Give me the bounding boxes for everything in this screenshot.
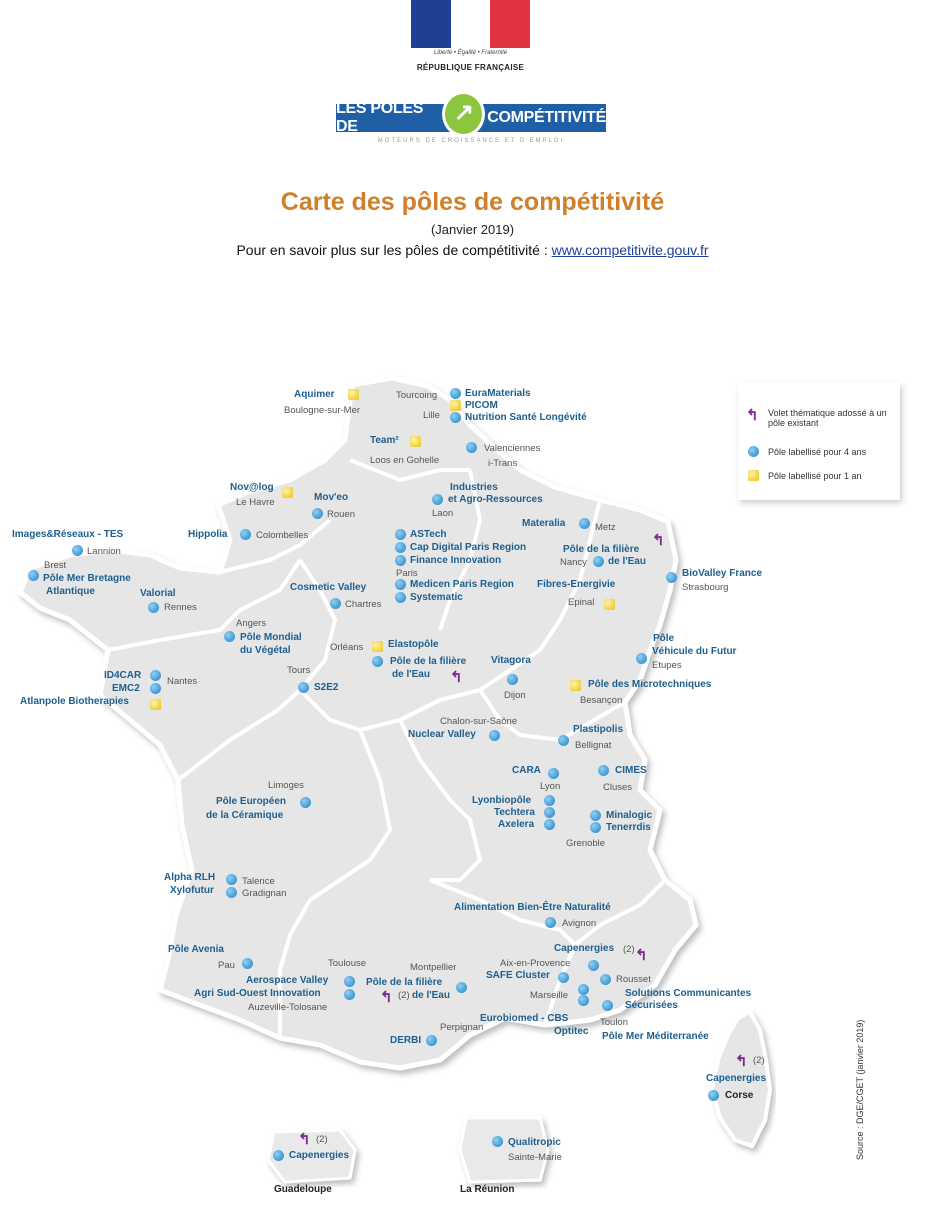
volet-arrow-icon: ↰: [746, 407, 759, 424]
blue-pole-icon: [544, 795, 555, 806]
pole-label: de l'Eau: [392, 669, 430, 680]
logo-left-text: LES PÔLES DE: [336, 100, 424, 135]
blue-pole-icon: [395, 579, 406, 590]
pole-label: Plastipolis: [573, 724, 624, 735]
volet-arrow-icon: ↰: [298, 1131, 311, 1148]
pole-label: de la Céramique: [206, 810, 284, 821]
yellow-pole-icon: [604, 599, 615, 610]
blue-pole-icon: [148, 602, 159, 613]
map-legend: [738, 382, 900, 500]
pole-label: PICOM: [465, 400, 498, 411]
blue-pole-icon: [492, 1136, 503, 1147]
pole-label: Finance Innovation: [410, 555, 502, 566]
pole-label: Mov'eo: [314, 492, 349, 503]
city-label: Limoges: [268, 780, 304, 791]
pole-label: DERBI: [390, 1035, 422, 1046]
city-label: Cluses: [603, 782, 633, 793]
info-text: Pour en savoir plus sur les pôles de compétitivité :: [236, 242, 552, 258]
city-label: Colombelles: [256, 530, 309, 541]
pole-label: Images&Réseaux - TES: [12, 529, 124, 540]
pole-label: Qualitropic: [508, 1137, 561, 1148]
city-label: (2): [316, 1134, 328, 1145]
legend-one-year: Pôle labellisé pour 1 an: [768, 471, 862, 481]
city-label: Chartres: [345, 599, 382, 610]
blue-pole-icon: [558, 972, 569, 983]
blue-pole-icon: [224, 631, 235, 642]
guadeloupe-label: Guadeloupe: [274, 1184, 332, 1195]
pole-label: Lyonbiopôle: [472, 795, 532, 806]
city-label: Toulouse: [328, 958, 367, 969]
pole-label: Pôle Mer Bretagne: [43, 573, 131, 584]
city-label: Sainte-Marie: [508, 1152, 562, 1163]
volet-arrow-icon: ↰: [380, 989, 393, 1006]
blue-pole-icon: [578, 984, 589, 995]
pole-label: Axelera: [498, 819, 535, 830]
logo-right-text: COMPÉTITIVITÉ: [487, 109, 606, 126]
french-flag: [411, 0, 530, 48]
blue-pole-icon: [273, 1150, 284, 1161]
city-label: Rouen: [327, 509, 355, 520]
blue-pole-icon: [666, 572, 677, 583]
city-label: Bellignat: [575, 740, 612, 751]
blue-pole-icon: [150, 670, 161, 681]
logo-tagline: MOTEURS DE CROISSANCE ET D'EMPLOI: [377, 138, 565, 144]
corse-label: Corse: [725, 1090, 754, 1101]
blue-pole-icon: [226, 887, 237, 898]
map-date: (Janvier 2019): [430, 222, 515, 237]
city-label: Lannion: [87, 546, 121, 557]
pole-label: Pôle Mondial: [240, 632, 302, 643]
city-label: Boulogne-sur-Mer: [284, 405, 361, 416]
blue-pole-icon: [344, 976, 355, 987]
city-label: Tourcoing: [396, 390, 438, 401]
city-label: Toulon: [600, 1017, 628, 1028]
blue-pole-icon: [489, 730, 500, 741]
pole-label: Systematic: [410, 592, 463, 603]
pole-label: ASTech: [410, 529, 447, 540]
blue-pole-icon: [344, 989, 355, 1000]
pole-label: Sécurisées: [625, 1000, 678, 1011]
blue-pole-icon: [590, 822, 601, 833]
pole-label: Medicen Paris Region: [410, 579, 514, 590]
city-label: Chalon-sur-Saône: [440, 716, 518, 727]
city-label: Brest: [44, 560, 67, 571]
city-label: Rousset: [616, 974, 651, 985]
blue-pole-icon: [432, 494, 443, 505]
city-label: Gradignan: [242, 888, 287, 899]
blue-pole-icon: [330, 598, 341, 609]
city-label: Avignon: [562, 918, 597, 929]
city-label: Aix-en-Provence: [500, 958, 571, 969]
pole-label: BioValley France: [682, 568, 763, 579]
pole-label: EuraMaterials: [465, 388, 531, 399]
blue-pole-icon: [544, 807, 555, 818]
blue-pole-icon: [578, 995, 589, 1006]
blue-pole-icon: [593, 556, 604, 567]
pole-label: Elastopôle: [388, 639, 439, 650]
blue-pole-icon: [395, 555, 406, 566]
source-note: Source : DGE/CGET (janvier 2019): [855, 1019, 865, 1160]
pole-label: Atlanpole Biotherapies: [20, 696, 129, 707]
pole-label: CARA: [512, 765, 541, 776]
info-line: [0, 242, 945, 258]
yellow-pole-icon: [748, 470, 759, 481]
blue-pole-icon: [579, 518, 590, 529]
pole-label: EMC2: [112, 683, 140, 694]
blue-pole-icon: [450, 412, 461, 423]
city-label: Strasbourg: [682, 582, 729, 593]
blue-pole-icon: [545, 917, 556, 928]
volet-arrow-icon: ↰: [652, 532, 665, 549]
city-label: i-Trans: [488, 458, 518, 469]
city-label: Besançon: [580, 695, 623, 706]
page-title: Carte des pôles de compétitivité: [280, 188, 665, 216]
pole-label: Team²: [370, 435, 399, 446]
blue-pole-icon: [242, 958, 253, 969]
pole-label: Hippolia: [188, 529, 228, 540]
poles-logo: [336, 99, 606, 135]
city-label: Paris: [396, 568, 418, 579]
city-label: (2): [398, 990, 410, 1001]
pole-label: SAFE Cluster: [486, 970, 550, 981]
blue-pole-icon: [150, 683, 161, 694]
yellow-pole-icon: [410, 436, 421, 447]
pole-label: Pôle des Microtechniques: [588, 679, 712, 690]
pole-label: de l'Eau: [412, 990, 450, 1001]
blue-pole-icon: [395, 529, 406, 540]
blue-pole-icon: [298, 682, 309, 693]
pole-label: Cap Digital Paris Region: [410, 542, 527, 553]
blue-pole-icon: [426, 1035, 437, 1046]
blue-pole-icon: [588, 960, 599, 971]
pole-label: Pôle Européen: [216, 796, 287, 807]
pole-label: Alpha RLH: [164, 872, 216, 883]
legend-four-years: Pôle labellisé pour 4 ans: [768, 447, 867, 457]
blue-pole-icon: [507, 674, 518, 685]
blue-pole-icon: [450, 388, 461, 399]
pole-label: de l'Eau: [608, 556, 646, 567]
city-label: (2): [753, 1055, 765, 1066]
pole-label: Nutrition Santé Longévité: [465, 412, 587, 423]
pole-label: ID4CAR: [104, 670, 142, 681]
blue-pole-icon: [600, 974, 611, 985]
blue-pole-icon: [748, 446, 759, 457]
pole-label: S2E2: [314, 682, 339, 693]
city-label: Auzeville-Tolosane: [248, 1002, 328, 1013]
city-label: Valenciennes: [484, 443, 541, 454]
republic-motto: Liberté • Égalité • Fraternité: [433, 50, 508, 56]
pole-label: Optitec: [554, 1026, 589, 1037]
volet-arrow-icon: ↰: [450, 669, 463, 686]
blue-pole-icon: [548, 768, 559, 779]
city-label: (2): [623, 944, 635, 955]
city-label: Montpellier: [410, 962, 457, 973]
pole-label: Pôle: [653, 633, 675, 644]
pole-label: Tenerrdis: [606, 822, 651, 833]
pole-label: Alimentation Bien-Être Naturalité: [454, 902, 611, 913]
reunion-inset-shape: [460, 1118, 548, 1182]
pole-label: Pôle de la filière: [366, 977, 443, 988]
pole-label: Pôle de la filière: [563, 544, 640, 555]
blue-pole-icon: [312, 508, 323, 519]
blue-pole-icon: [558, 735, 569, 746]
city-label: Pau: [218, 960, 235, 971]
pole-label: Véhicule du Futur: [652, 646, 737, 657]
blue-pole-icon: [602, 1000, 613, 1011]
blue-pole-icon: [226, 874, 237, 885]
pole-label: Minalogic: [606, 810, 653, 821]
city-label: Nantes: [167, 676, 198, 687]
pole-label: Materalia: [522, 518, 566, 529]
pole-label: Xylofutur: [170, 885, 214, 896]
pole-label: Aquimer: [294, 389, 335, 400]
pole-label: Fibres-Energivie: [537, 579, 616, 590]
pole-label: Nov@log: [230, 482, 274, 493]
yellow-pole-icon: [282, 487, 293, 498]
city-label: Metz: [595, 522, 616, 533]
blue-pole-icon: [708, 1090, 719, 1101]
blue-pole-icon: [456, 982, 467, 993]
city-label: Laon: [432, 508, 454, 519]
republic-label: RÉPUBLIQUE FRANÇAISE: [416, 63, 525, 72]
city-label: Grenoble: [566, 838, 606, 849]
pole-label: Capenergies: [706, 1073, 767, 1084]
pole-label: Agri Sud-Ouest Innovation: [194, 988, 321, 999]
city-label: Talence: [242, 876, 275, 887]
pole-label: Solutions Communicantes: [625, 988, 752, 999]
pole-label: du Végétal: [240, 645, 291, 656]
pole-label: Capenergies: [289, 1150, 350, 1161]
pole-label: Valorial: [140, 588, 176, 599]
pole-label: Aerospace Valley: [246, 975, 329, 986]
blue-pole-icon: [240, 529, 251, 540]
pole-label: Techtera: [494, 807, 535, 818]
pole-label: CIMES: [615, 765, 647, 776]
pole-label: Nuclear Valley: [408, 729, 476, 740]
legend-volet: Volet thématique adossé à un pôle existant: [768, 408, 887, 428]
pole-label: Cosmetic Valley: [290, 582, 367, 593]
blue-pole-icon: [395, 592, 406, 603]
city-label: Nancy: [560, 557, 587, 568]
blue-pole-icon: [636, 653, 647, 664]
volet-arrow-icon: ↰: [735, 1053, 748, 1070]
pole-label: Pôle Mer Méditerranée: [602, 1031, 709, 1042]
pole-label: Vitagora: [491, 655, 531, 666]
blue-pole-icon: [372, 656, 383, 667]
city-label: Tours: [287, 665, 311, 676]
reunion-label: La Réunion: [460, 1184, 515, 1195]
city-label: Lille: [423, 410, 440, 421]
blue-pole-icon: [466, 442, 477, 453]
volet-arrow-icon: ↰: [635, 947, 648, 964]
city-label: Etupes: [652, 660, 682, 671]
blue-pole-icon: [395, 542, 406, 553]
yellow-pole-icon: [450, 400, 461, 411]
city-label: Rennes: [164, 602, 197, 613]
blue-pole-icon: [544, 819, 555, 830]
yellow-pole-icon: [348, 389, 359, 400]
pole-label: Atlantique: [46, 586, 95, 597]
yellow-pole-icon: [372, 641, 383, 652]
pole-label: Pôle de la filière: [390, 656, 467, 667]
arrow-up-right-icon: ↗: [442, 91, 485, 137]
yellow-pole-icon: [570, 680, 581, 691]
blue-pole-icon: [590, 810, 601, 821]
pole-label: Eurobiomed - CBS: [480, 1013, 569, 1024]
city-label: Angers: [236, 618, 267, 629]
city-label: Le Havre: [236, 497, 275, 508]
pole-label: et Agro-Ressources: [448, 494, 543, 505]
city-label: Marseille: [530, 990, 569, 1001]
pole-label: Capenergies: [554, 943, 615, 954]
city-label: Lyon: [540, 781, 561, 792]
pole-label: Industries: [450, 482, 498, 493]
blue-pole-icon: [300, 797, 311, 808]
blue-pole-icon: [28, 570, 39, 581]
city-label: Dijon: [504, 690, 526, 701]
pole-label: Pôle Avenia: [168, 944, 224, 955]
city-label: Orléans: [330, 642, 364, 653]
blue-pole-icon: [72, 545, 83, 556]
blue-pole-icon: [598, 765, 609, 776]
city-label: Perpignan: [440, 1022, 484, 1033]
city-label: Loos en Gohelle: [370, 455, 440, 466]
competitivite-link[interactable]: www.competitivite.gouv.fr: [551, 242, 709, 258]
city-label: Epinal: [568, 597, 595, 608]
yellow-pole-icon: [150, 699, 161, 710]
